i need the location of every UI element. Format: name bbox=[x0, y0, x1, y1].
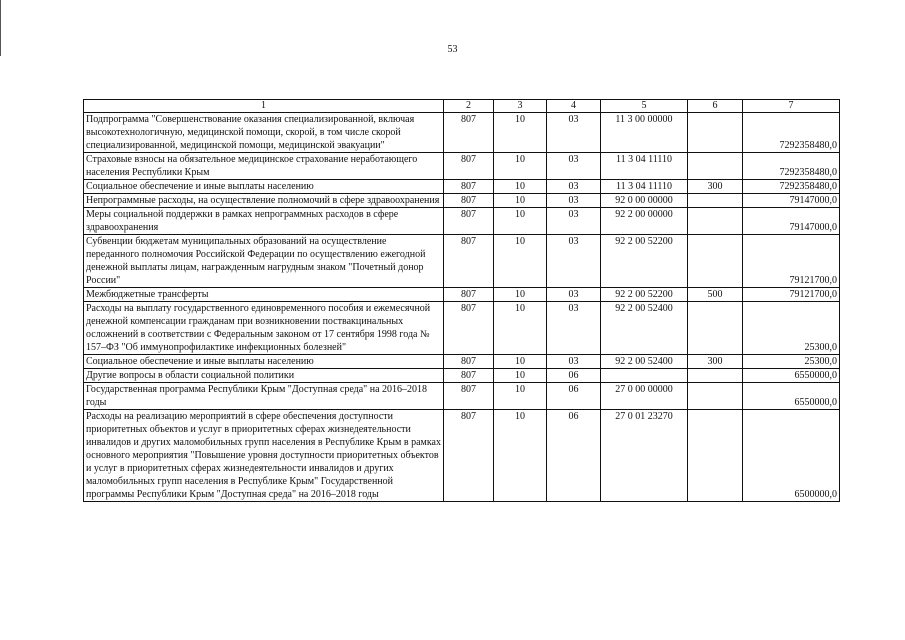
table-row bbox=[84, 302, 840, 355]
amount-cell: 79121700,0 bbox=[743, 288, 840, 302]
section-code-cell: 10 bbox=[494, 194, 547, 208]
section-code-cell: 10 bbox=[494, 288, 547, 302]
expense-name-cell: Социальное обеспечение и иные выплаты населению bbox=[84, 180, 444, 194]
expense-type-cell bbox=[688, 410, 743, 502]
subsection-code-cell: 03 bbox=[547, 180, 601, 194]
table-row bbox=[84, 194, 840, 208]
section-code-cell: 10 bbox=[494, 369, 547, 383]
table-row bbox=[84, 113, 840, 153]
expense-type-cell bbox=[688, 194, 743, 208]
expense-name-cell: Расходы на реализацию мероприятий в сфере обеспечения доступности приоритетных объектов и услуг в приоритетных сферах жизнедеятельности инвалидов и других маломобильных групп населения в Республике Крым в рамках основного мероприятия "Повышение уровня доступности приоритетных объектов и услуг в приоритетных сферах жизнедеятельности инвалидов и других маломобильных групп населения в Республике Крым" Государственной программы Республики Крым "Доступная среда" на 2016–2018 годы bbox=[84, 410, 444, 502]
section-code-cell: 10 bbox=[494, 113, 547, 153]
section-code-cell: 10 bbox=[494, 153, 547, 180]
expense-name-cell: Государственная программа Республики Крым "Доступная среда" на 2016–2018 годы bbox=[84, 383, 444, 410]
expense-name-cell: Субвенции бюджетам муниципальных образований на осуществление переданного полномочия Российской Федерации по осуществлению ежегодной денежной выплаты лицам, награжденным нагрудным знаком "Почетный донор России" bbox=[84, 235, 444, 288]
ministry-code-cell: 807 bbox=[444, 180, 494, 194]
target-article-cell: 11 3 04 11110 bbox=[601, 180, 688, 194]
target-article-cell: 11 3 00 00000 bbox=[601, 113, 688, 153]
ministry-code-cell: 807 bbox=[444, 302, 494, 355]
subsection-code-cell: 03 bbox=[547, 208, 601, 235]
expense-name-cell: Страховые взносы на обязательное медицинское страхование неработающего населения Республики Крым bbox=[84, 153, 444, 180]
target-article-cell bbox=[601, 369, 688, 383]
target-article-cell: 92 2 00 52400 bbox=[601, 355, 688, 369]
expense-type-cell: 300 bbox=[688, 180, 743, 194]
expense-type-cell: 500 bbox=[688, 288, 743, 302]
subsection-code-cell: 06 bbox=[547, 383, 601, 410]
target-article-cell: 92 2 00 00000 bbox=[601, 208, 688, 235]
header-cell: 7 bbox=[743, 100, 840, 113]
target-article-cell: 92 0 00 00000 bbox=[601, 194, 688, 208]
amount-cell: 7292358480,0 bbox=[743, 153, 840, 180]
ministry-code-cell: 807 bbox=[444, 235, 494, 288]
header-cell: 1 bbox=[84, 100, 444, 113]
target-article-cell: 92 2 00 52200 bbox=[601, 288, 688, 302]
amount-cell: 6550000,0 bbox=[743, 383, 840, 410]
expense-type-cell: 300 bbox=[688, 355, 743, 369]
amount-cell: 79147000,0 bbox=[743, 208, 840, 235]
table-row bbox=[84, 288, 840, 302]
ministry-code-cell: 807 bbox=[444, 194, 494, 208]
header-cell: 6 bbox=[688, 100, 743, 113]
expense-name-cell: Межбюджетные трансферты bbox=[84, 288, 444, 302]
amount-cell: 79121700,0 bbox=[743, 235, 840, 288]
amount-cell: 25300,0 bbox=[743, 355, 840, 369]
ministry-code-cell: 807 bbox=[444, 288, 494, 302]
expense-name-cell: Подпрограмма "Совершенствование оказания специализированной, включая высокотехнологичную, медицинской помощи, скорой, в том числе скорой специализированной, медицинской помощи, медицинской эвакуации" bbox=[84, 113, 444, 153]
table-row bbox=[84, 383, 840, 410]
subsection-code-cell: 03 bbox=[547, 288, 601, 302]
budget-table bbox=[83, 99, 840, 502]
section-code-cell: 10 bbox=[494, 302, 547, 355]
table-header-row bbox=[84, 100, 840, 113]
section-code-cell: 10 bbox=[494, 208, 547, 235]
subsection-code-cell: 06 bbox=[547, 410, 601, 502]
expense-type-cell bbox=[688, 153, 743, 180]
amount-cell: 6500000,0 bbox=[743, 410, 840, 502]
section-code-cell: 10 bbox=[494, 383, 547, 410]
subsection-code-cell: 03 bbox=[547, 113, 601, 153]
ministry-code-cell: 807 bbox=[444, 355, 494, 369]
subsection-code-cell: 03 bbox=[547, 302, 601, 355]
ministry-code-cell: 807 bbox=[444, 383, 494, 410]
section-code-cell: 10 bbox=[494, 235, 547, 288]
subsection-code-cell: 03 bbox=[547, 355, 601, 369]
target-article-cell: 11 3 04 11110 bbox=[601, 153, 688, 180]
section-code-cell: 10 bbox=[494, 355, 547, 369]
section-code-cell: 10 bbox=[494, 410, 547, 502]
expense-type-cell bbox=[688, 369, 743, 383]
ministry-code-cell: 807 bbox=[444, 153, 494, 180]
subsection-code-cell: 06 bbox=[547, 369, 601, 383]
expense-name-cell: Социальное обеспечение и иные выплаты населению bbox=[84, 355, 444, 369]
amount-cell: 79147000,0 bbox=[743, 194, 840, 208]
section-code-cell: 10 bbox=[494, 180, 547, 194]
table-row bbox=[84, 208, 840, 235]
amount-cell: 25300,0 bbox=[743, 302, 840, 355]
subsection-code-cell: 03 bbox=[547, 235, 601, 288]
expense-type-cell bbox=[688, 208, 743, 235]
header-cell: 3 bbox=[494, 100, 547, 113]
expense-name-cell: Непрограммные расходы, на осуществление полномочий в сфере здравоохранения bbox=[84, 194, 444, 208]
target-article-cell: 92 2 00 52400 bbox=[601, 302, 688, 355]
subsection-code-cell: 03 bbox=[547, 153, 601, 180]
expense-name-cell: Другие вопросы в области социальной политики bbox=[84, 369, 444, 383]
amount-cell: 7292358480,0 bbox=[743, 113, 840, 153]
ministry-code-cell: 807 bbox=[444, 410, 494, 502]
table-row bbox=[84, 235, 840, 288]
table-row bbox=[84, 410, 840, 502]
target-article-cell: 27 0 00 00000 bbox=[601, 383, 688, 410]
table-row bbox=[84, 153, 840, 180]
page-number: 53 bbox=[447, 44, 458, 55]
header-cell: 5 bbox=[601, 100, 688, 113]
amount-cell: 7292358480,0 bbox=[743, 180, 840, 194]
ministry-code-cell: 807 bbox=[444, 369, 494, 383]
ministry-code-cell: 807 bbox=[444, 113, 494, 153]
expense-name-cell: Расходы на выплату государственного единовременного пособия и ежемесячной денежной компенсации гражданам при возникновении поствакцинальных осложнений в соответствии с Федеральным законом от 17 сентября 1998 года № 157–ФЗ "Об иммунопрофилактике инфекционных болезней" bbox=[84, 302, 444, 355]
expense-type-cell bbox=[688, 302, 743, 355]
header-cell: 2 bbox=[444, 100, 494, 113]
table-row bbox=[84, 180, 840, 194]
target-article-cell: 92 2 00 52200 bbox=[601, 235, 688, 288]
ministry-code-cell: 807 bbox=[444, 208, 494, 235]
header-cell: 4 bbox=[547, 100, 601, 113]
expense-name-cell: Меры социальной поддержки в рамках непрограммных расходов в сфере здравоохранения bbox=[84, 208, 444, 235]
amount-cell: 6550000,0 bbox=[743, 369, 840, 383]
target-article-cell: 27 0 01 23270 bbox=[601, 410, 688, 502]
table-row bbox=[84, 355, 840, 369]
expense-type-cell bbox=[688, 235, 743, 288]
expense-type-cell bbox=[688, 383, 743, 410]
table-row bbox=[84, 369, 840, 383]
expense-type-cell bbox=[688, 113, 743, 153]
subsection-code-cell: 03 bbox=[547, 194, 601, 208]
